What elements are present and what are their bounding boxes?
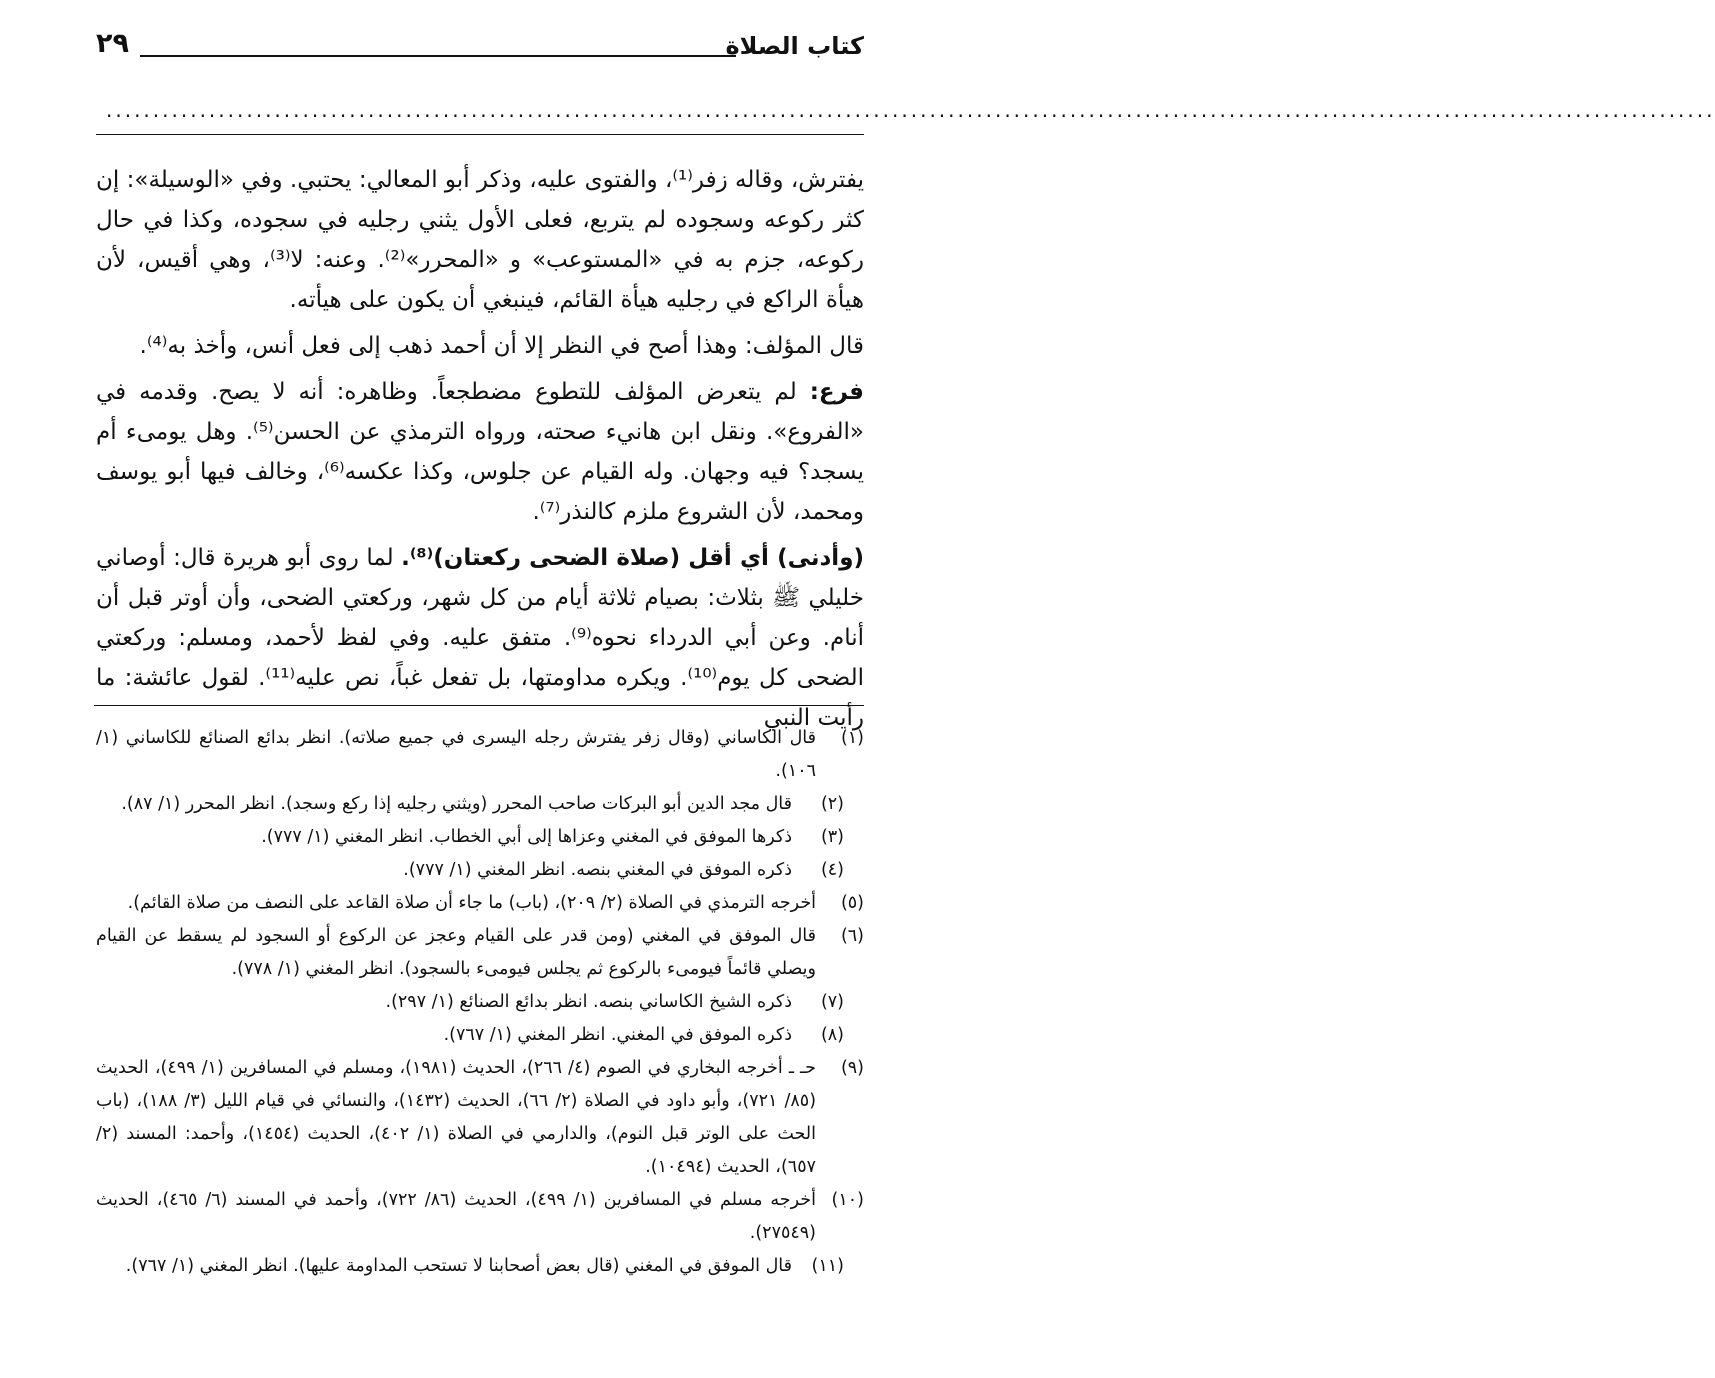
footnote-number: (١٠) (831, 1190, 864, 1210)
footnote-number: (٤) (820, 860, 844, 880)
footnote-number: (٦) (840, 926, 864, 946)
footnote-text: قال الكاساني (وقال زفر يفترش رجله اليسرى في جميع صلاته). انظر بدائع الصنائع للكاساني (١/ ١٠٦). (96, 728, 816, 781)
footnote-text: ذكرها الموفق في المغني وعزاها إلى أبي الخطاب. انظر المغني (١/ ٧٧٧). (261, 827, 792, 847)
footnote-number: (١١) (811, 1256, 844, 1276)
footnote-text: قال مجد الدين أبو البركات صاحب المحرر (ويثني رجليه إذا ركع وسجد). انظر المحرر (١/ ٨٧). (121, 794, 792, 814)
footnote-text: قال الموفق في المغني (ومن قدر على القيام وعجز عن الركوع أو السجود لم يسقط عن القيام ويصلي قائماً فيومىء بالركوع ثم يجلس فيومىء بالسجود). انظر المغني (١/ ٧٧٨). (96, 926, 816, 979)
paragraph (96, 372, 864, 532)
footnote (96, 986, 864, 1019)
footnote (96, 1184, 864, 1250)
footnote-text: ذكره الموفق في المغني بنصه. انظر المغني (١/ ٧٧٧). (403, 860, 792, 880)
page-number: ٢٩ (96, 28, 129, 59)
footnote (96, 1250, 864, 1283)
footnote-rule (94, 705, 864, 706)
footnote (96, 722, 864, 788)
footnote (96, 1052, 864, 1184)
footnotes (96, 722, 864, 1283)
footnote-number: (٥) (840, 893, 864, 913)
paragraph (96, 326, 864, 366)
paragraph (96, 160, 864, 320)
footnote-number: (٧) (820, 992, 844, 1012)
footnote-text: أخرجه مسلم في المسافرين (١/ ٤٩٩)، الحديث (٨٦/ ٧٢٢)، وأحمد في المسند (٦/ ٤٦٥)، الحديث (٢٧٥٤٩). (96, 1190, 816, 1243)
footnote-text: ذكره الشيخ الكاساني بنصه. انظر بدائع الصنائع (١/ ٢٩٧). (385, 992, 792, 1012)
footnote (96, 821, 864, 854)
dotted-separator: ............................................................................................................................................................................ (106, 98, 1715, 122)
footnote-number: (٩) (840, 1058, 864, 1078)
paragraph-lead: (وأدنى) أي أقل (صلاة الضحى ركعتان)⁽⁸⁾. (401, 545, 865, 571)
main-text (96, 160, 864, 744)
footnote-number: (٨) (820, 1025, 844, 1045)
header-bottom-rule (96, 134, 864, 135)
footnote (96, 854, 864, 887)
footnote-text: ذكره الموفق في المغني. انظر المغني (١/ ٧٦٧). (443, 1025, 792, 1045)
running-title: كتاب الصلاة (725, 32, 864, 60)
footnote (96, 887, 864, 920)
footnote-number: (٣) (820, 827, 844, 847)
page-header (96, 22, 864, 66)
footnote-number: (٢) (820, 794, 844, 814)
footnote-text: قال الموفق في المغني (قال بعض أصحابنا لا تستحب المداومة عليها). انظر المغني (١/ ٧٦٧). (125, 1256, 792, 1276)
paragraph (96, 538, 864, 738)
paragraph-text: لما روى أبو هريرة قال: أوصاني خليلي ﷺ بثلاث: بصيام ثلاثة أيام من كل شهر، وركعتي الضحى، وأن أوتر قبل أن أنام. وعن أبي الدرداء نحوه⁽⁹⁾. متفق عليه. وفي لفظ لأحمد، ومسلم: وركعتي الضحى كل يوم⁽¹⁰⁾. ويكره مداومتها، بل تفعل غباً، نص عليه⁽¹¹⁾. لقول عائشة: ما رأيت النبي (96, 545, 864, 731)
paragraph-lead: فرع: (809, 379, 864, 405)
footnote-text: حـ ـ أخرجه البخاري في الصوم (٤/ ٢٦٦)، الحديث (١٩٨١)، ومسلم في المسافرين (١/ ٤٩٩)، الحديث (٨٥/ ٧٢١)، وأبو داود في الصلاة (٢/ ٦٦)، الحديث (١٤٣٢)، والنسائي في قيام الليل (٣/ ١٨٨)، (باب الحث على الوتر قبل النوم)، والدارمي في الصلاة (١/ ٤٠٢)، الحديث (١٤٥٤)، وأحمد: المسند (٢/ ٦٥٧)، الحديث (١٠٤٩٤). (96, 1058, 817, 1177)
paragraph-text: قال المؤلف: وهذا أصح في النظر إلا أن أحمد ذهب إلى فعل أنس، وأخذ به⁽⁴⁾. (139, 333, 864, 359)
footnote (96, 788, 864, 821)
footnote-number: (١) (840, 728, 864, 748)
paragraph-text: يفترش، وقاله زفر⁽¹⁾، والفتوى عليه، وذكر أبو المعالي: يحتبي. وفي «الوسيلة»: إن كثر ركوعه وسجوده لم يتربع، فعلى الأول يثني رجليه في سجوده، وكذا في حال ركوعه، جزم به في «المستوعب» و «المحرر»⁽²⁾. وعنه: لا⁽³⁾، وهي أقيس، لأن هيأة الراكع في رجليه هيأة القائم، فينبغي أن يكون على هيأته. (96, 167, 865, 313)
footnote-text: أخرجه الترمذي في الصلاة (٢/ ٢٠٩)، (باب) ما جاء أن صلاة القاعد على النصف من صلاة القائم). (127, 893, 816, 913)
footnote (96, 920, 864, 986)
footnote (96, 1019, 864, 1052)
header-rule (140, 55, 736, 57)
paragraph-text: لم يتعرض المؤلف للتطوع مضطجعاً. وظاهره: أنه لا يصح. وقدمه في «الفروع». ونقل ابن هانيء صحته، ورواه الترمذي عن الحسن⁽⁵⁾. وهل يومىء أم يسجد؟ فيه وجهان. وله القيام عن جلوس، وكذا عكسه⁽⁶⁾، وخالف فيها أبو يوسف ومحمد، لأن الشروع ملزم كالنذر⁽⁷⁾. (96, 379, 865, 525)
